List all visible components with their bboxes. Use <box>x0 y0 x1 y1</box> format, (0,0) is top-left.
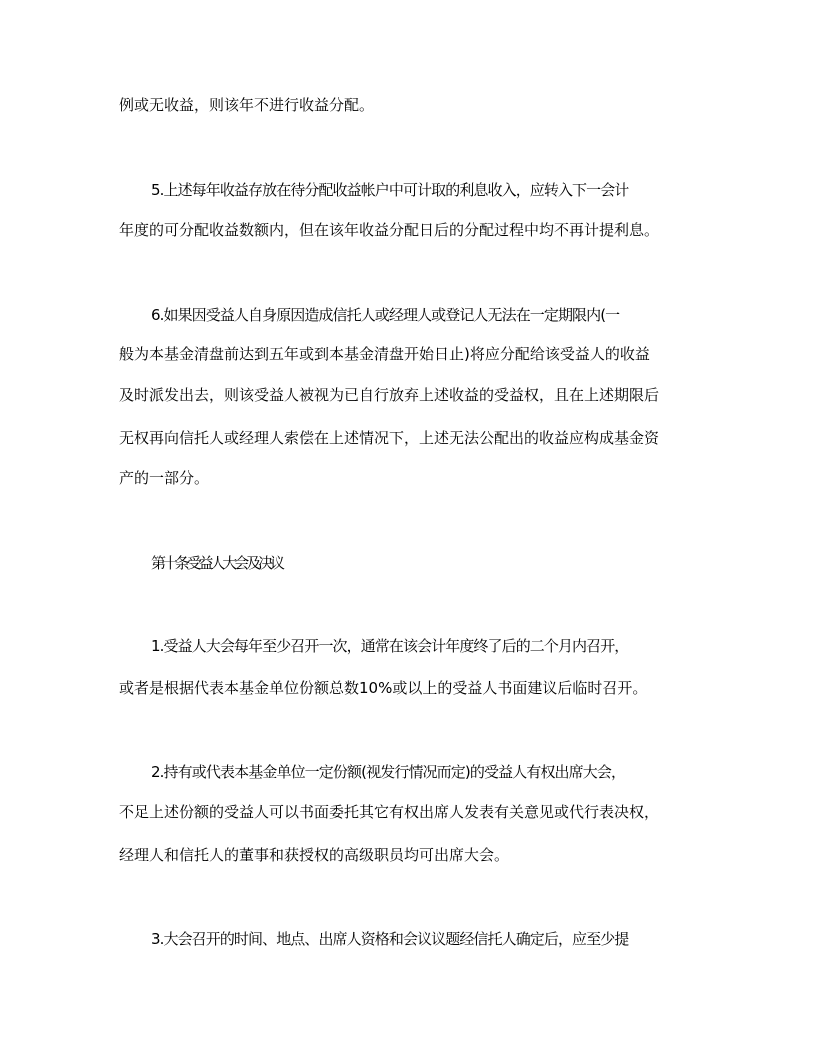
paragraph-line: 及时派发出去，则该受益人被视为已自行放弃上述收益的受益权，且在上述期限后 <box>119 386 660 404</box>
paragraph-line: 2.持有或代表本基金单位一定份额(视发行情况而定)的受益人有权出席大会， <box>151 763 626 781</box>
paragraph-line: 1.受益人大会每年至少召开一次，通常在该会计年度终了后的二个月内召开， <box>151 637 629 655</box>
paragraph-line: 5.上述每年收益存放在待分配收益帐户中可计取的利息收入，应转入下一会计 <box>151 181 629 199</box>
paragraph-line: 般为本基金清盘前达到五年或到本基金清盘开始日止)将应分配给该受益人的收益 <box>119 345 650 363</box>
paragraph-line: 无权再向信托人或经理人索偿在上述情况下，上述无法公配出的收益应构成基金资 <box>119 429 660 447</box>
paragraph-line: 例或无收益，则该年不进行收益分配。 <box>119 96 375 114</box>
paragraph-line: 不足上述份额的受益人可以书面委托其它有权出席人发表有关意见或代行表决权， <box>119 803 660 821</box>
paragraph-line: 或者是根据代表本基金单位份额总数10%或以上的受益人书面建议后临时召开。 <box>119 679 648 697</box>
paragraph-line: 3.大会召开的时间、地点、出席人资格和会议议题经信托人确定后，应至少提 <box>151 930 629 948</box>
paragraph-line: 年度的可分配收益数额内，但在该年收益分配日后的分配过程中均不再计提利息。 <box>119 221 660 239</box>
paragraph-line: 经理人和信托人的董事和获授权的高级职员均可出席大会。 <box>119 846 510 864</box>
paragraph-line: 6.如果因受益人自身原因造成信托人或经理人或登记人无法在一定期限内(一 <box>151 306 620 324</box>
section-heading: 第十条受益人大会及决议 <box>151 554 282 572</box>
paragraph-line: 产的一部分。 <box>119 469 210 487</box>
